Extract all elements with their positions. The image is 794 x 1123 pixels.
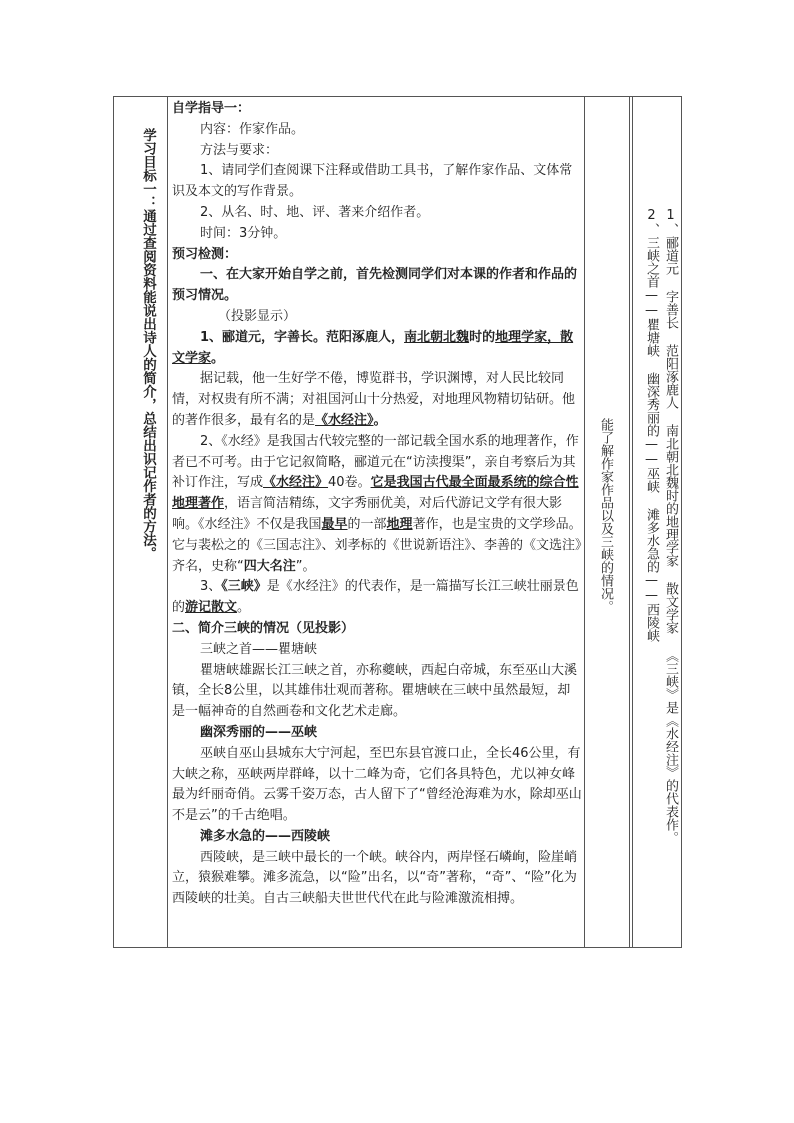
table-divider-1 (167, 96, 168, 948)
requirement-item-2: 2、从名、时、地、评、著来介绍作者。 (200, 204, 430, 220)
shuijing-significance: 它是我国古代最全面最系统的综合性地理著作 (172, 475, 579, 512)
shuijing-text-i: 著作，也是宝贵的文学珍品。它与裴松之的《三国志注》、刘孝标的《世说新语注》、李善的《文选注》齐名，史称“ (172, 516, 582, 574)
learning-goal-text-b: 总结出识记作者的方法。 (140, 411, 156, 560)
shuijing-geography: 地理 (386, 516, 413, 532)
tg-text-e: 。 (237, 600, 251, 616)
shuijing-earliest: 最早 (321, 516, 348, 532)
author-text-a: 1、郦道元，字善长。范阳涿鹿人， (200, 329, 405, 345)
author-bio-paragraph (172, 369, 582, 431)
check-intro: 一、在大家开始自学之前，首先检测同学们对本课的作者和作品的预习情况。 (172, 267, 578, 304)
wuxia-description: 巫峡自巫山县城东大宁河起，至巴东县官渡口止，全长46公里，有大峡之称，巫峡两岸群峰，以十二峰为奇，它们各具特色，尤以神女峰最为纤丽奇俏。云雾千姿万态，古人留下了“曾经沧海难为水，除却巫山不是云”的千古绝唱。 (172, 745, 582, 824)
shuijing-text-g: 的一部 (347, 516, 387, 532)
author-text-e: 。 (211, 350, 225, 366)
shuijing-text-c: 40卷。 (328, 475, 371, 491)
shuijingzhu-title-1: 《水经注》 (315, 412, 374, 428)
shuijingzhu-title-2: 《水经注》 (263, 475, 329, 491)
wuxia-subheading: 幽深秀丽的——巫峡 (200, 724, 318, 740)
content-line: 内容：作家作品。 (200, 121, 305, 137)
goal-achievement-column (597, 418, 613, 718)
learning-goal-text-a: 学习目标一：通过查阅资料能说出诗人的简介， (140, 128, 156, 412)
main-content (172, 99, 582, 910)
requirement-item-1: 1、请同学们查阅课下注释或借助工具书，了解作家作品、文体常识及本文的写作背景。 (172, 163, 573, 200)
tg-genre: 游记散文 (185, 600, 238, 616)
table-divider-3 (629, 96, 630, 948)
author-text-c: 时的 (469, 329, 496, 345)
author-paragraph (172, 328, 582, 370)
shuijing-text-a: 2、《水经》是我国古代较完整的一部记载全国水系的地理著作，作者已不可考。由于它记叙简略，郦道元在“访渎搜渠”，亲自考察后为其补订作注，写成 (172, 433, 579, 491)
shuijing-text-k: ”。 (295, 558, 316, 574)
shuijing-paragraph (172, 432, 582, 578)
author-era: 南北朝北魏 (404, 329, 470, 345)
three-gorges-work-paragraph (172, 577, 582, 619)
xiling-description: 西陵峡，是三峡中最长的一个峡。峡谷内，两岸怪石嶙峋，险崖峭立，猿猴难攀。滩多流急，以“险”出名，以“奇”著称，“奇”、“险”化为西陵峡的壮美。自古三峡船夫世世代代在此与险滩激流相搏。 (172, 849, 578, 907)
qutang-subheading: 三峡之首——瞿塘峡 (200, 641, 318, 657)
author-bio-text: 据记载，他一生好学不倦，博览群书，学识渊博，对人民比较同情，对权贵有所不满；对祖国河山十分热爱，对地理风物精切钻研。他的著作很多，最有名的是 (172, 371, 576, 428)
tg-text-a: 3、 (200, 579, 222, 595)
table-divider-2 (584, 96, 585, 948)
tg-title: 《三峡》 (221, 579, 267, 595)
tg-text-c: 是《水经注》的代表作，是一篇描写长江三峡壮丽景色的 (172, 579, 579, 616)
xiling-subheading: 滩多水急的——西陵峡 (200, 828, 331, 844)
shuijing-text-e: ，语言简洁精练，文字秀丽优美，对后代游记文学有很大影响。《水经注》不仅是我国 (172, 496, 563, 532)
board-summary-col-2: 2、三峡之首——瞿塘峡 幽深秀丽的——巫峡 滩多水急的——西陵峡 (644, 208, 659, 642)
projection-note: （投影显示） (218, 308, 297, 324)
goal-achievement-text: 能了解作家作品以及三峡的情况。 (598, 418, 613, 613)
board-summary-col-1: 1、郦道元 字善长 范阳涿鹿人 南北朝北魏时的地理学家 散文学家 《三峡》是《水经注》的代表作。 (663, 208, 678, 844)
table-divider-4 (632, 96, 633, 948)
author-bio-end: 。 (373, 412, 387, 428)
learning-goal-column (140, 128, 156, 928)
self-study-heading: 自学指导一： (172, 101, 251, 116)
qutang-description: 瞿塘峡雄踞长江三峡之首，亦称夔峡，西起白帝城，东至巫山大溪镇，全长8公里，以其雄伟壮观而著称。瞿塘峡在三峡中虽然最短，却是一幅神奇的自然画卷和文化艺术走廊。 (172, 662, 578, 720)
four-famous-annotations: 四大名注 (243, 558, 296, 574)
gorges-intro-heading: 二、简介三峡的情况（见投影） (172, 620, 355, 636)
preview-check-heading: 预习检测： (172, 246, 238, 262)
time-line: 时间：3分钟。 (200, 225, 287, 241)
author-identity: 地理学家，散文学家 (172, 329, 574, 366)
board-summary-column (642, 208, 680, 908)
method-line: 方法与要求： (200, 142, 279, 158)
